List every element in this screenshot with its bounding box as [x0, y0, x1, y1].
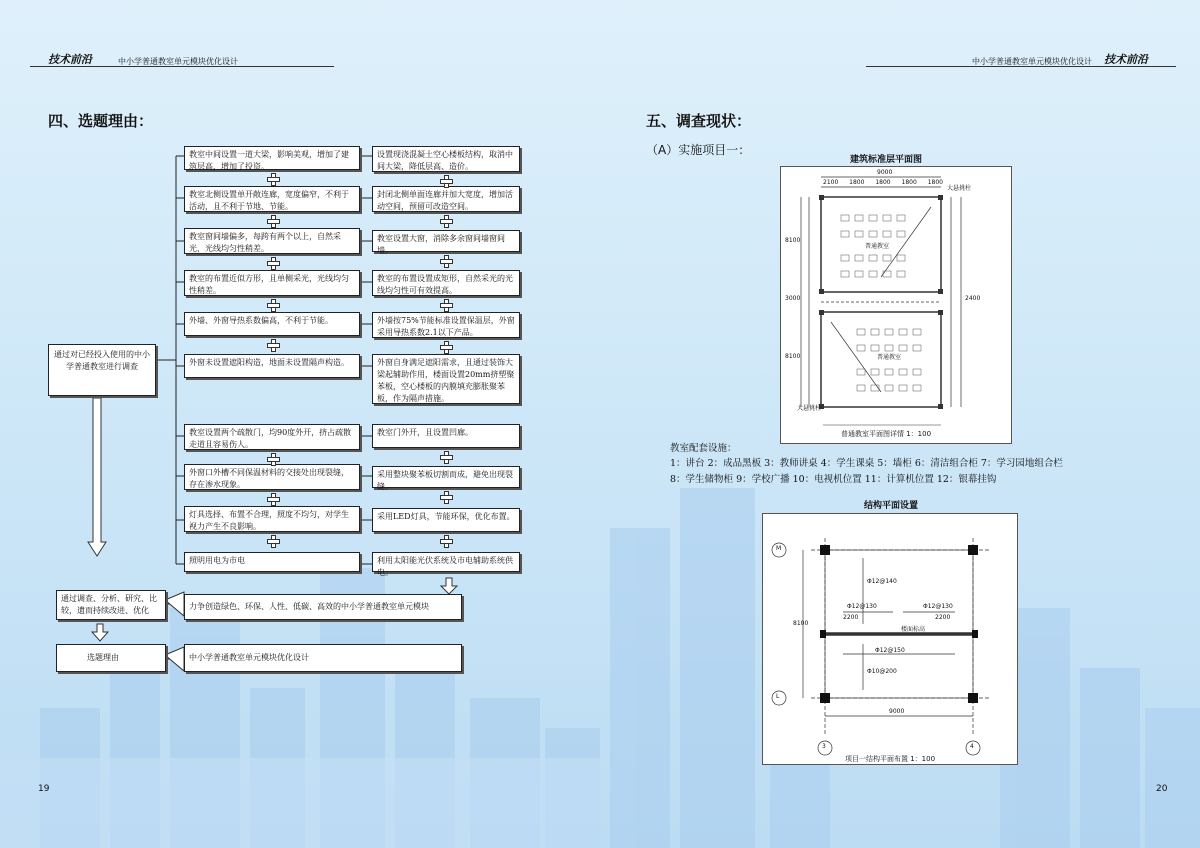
plus-icon — [267, 257, 279, 269]
axis-label-bottom: L — [776, 693, 780, 700]
plus-icon — [440, 299, 452, 311]
sub-dim: 1800 — [927, 179, 943, 186]
side-label-top: 大悬挑柱 — [947, 185, 972, 192]
plus-icon — [267, 215, 279, 227]
summary-right-box: 力争创造绿色、环保、人性、低碳、高效的中小学普通教室单元模块 — [184, 594, 462, 620]
problem-box: 教室设置两个疏散门，均90度外开，挤占疏散走道且容易伤人。 — [184, 424, 360, 450]
solution-box: 外墙按75%节能标准设置保温层，外窗采用导热系数2.1以下产品。 — [372, 312, 520, 338]
room-label-top: 普通教室 — [865, 243, 890, 250]
right-page — [600, 0, 1200, 848]
solution-box: 外窗自身满足遮阳需求，且通过装饰大梁起辅助作用，楼面设置20mm挤塑聚苯板，空心楼板的内膜填充膨胀聚苯板，作为隔声措施。 — [372, 354, 520, 404]
plus-icon — [267, 493, 279, 505]
problem-box: 照明用电为市电 — [184, 552, 360, 572]
floor-plan-figure — [780, 166, 1012, 444]
plus-icon — [267, 535, 279, 547]
plus-icon — [267, 299, 279, 311]
plus-icon — [440, 175, 452, 187]
rebar-label-4: Φ10@200 — [867, 668, 897, 675]
rebar-label-1b: Φ12@130 — [923, 603, 953, 610]
section-title-5: 五、调查现状： — [646, 112, 752, 130]
problem-box: 外窗未设置遮阳构造，地面未设置隔声构造。 — [184, 354, 360, 378]
plus-icon — [440, 491, 452, 503]
subsection-title: （A）实施项目一： — [646, 143, 751, 157]
depth-dim: 8100 — [793, 620, 809, 627]
solution-box: 利用太阳能光伏系统及市电辅助系统供电。 — [372, 552, 520, 572]
header-title-right: 中小学普通教室单元模块优化设计 — [972, 57, 1092, 66]
beam-label: 楼面标高 — [901, 626, 926, 633]
solution-box: 教室门外开，且设置凹廊。 — [372, 424, 520, 448]
side-dim: 8100 — [785, 237, 801, 244]
room-label-bottom: 普通教室 — [877, 354, 902, 361]
floor-plan-title: 建筑标准层平面图 — [850, 155, 923, 165]
page-number-left: 19 — [38, 784, 50, 794]
span-dim: 9000 — [889, 708, 905, 715]
structure-plan-figure — [762, 513, 1018, 765]
axis-label-top: M — [776, 545, 782, 552]
solution-box: 设置现浇混凝土空心楼板结构，取消中间大梁，降低层高、造价。 — [372, 146, 520, 172]
sub-dim: 1800 — [901, 179, 917, 186]
solution-box: 采用整块聚苯板切割而成，避免出现裂缝。 — [372, 466, 520, 488]
structure-plan-title: 结构平面设置 — [864, 501, 919, 511]
page-number-right: 20 — [1156, 784, 1168, 794]
plus-icon — [267, 173, 279, 185]
equipment-title: 教室配套设施： — [670, 443, 737, 454]
header-logo-right: 技术前沿 — [1104, 53, 1148, 66]
sub-dim-right: 2200 — [935, 614, 951, 621]
rebar-label-2: Φ12@140 — [867, 578, 897, 585]
plus-icon — [440, 535, 452, 547]
sub-dim: 2100 — [823, 179, 839, 186]
problem-box: 外墙、外窗导热系数偏高，不利于节能。 — [184, 312, 360, 336]
problem-box: 教室中间设置一道大梁，影响美观，增加了建筑层高，增加了投资。 — [184, 146, 360, 170]
axis-label-left: 3 — [822, 743, 826, 750]
problem-box: 外窗口外槽不同保温材料的交接处出现裂缝，存在渗水现象。 — [184, 464, 360, 490]
header-title: 中小学普通教室单元模块优化设计 — [118, 57, 238, 66]
problem-box: 教室的布置近似方形，且单侧采光，光线均匀性稍差。 — [184, 270, 360, 296]
plus-icon — [267, 453, 279, 465]
floor-plan-sub-dims — [823, 179, 943, 186]
problem-box: 灯具选择、布置不合理，照度不均匀，对学生视力产生不良影响。 — [184, 506, 360, 532]
sub-dim: 1800 — [849, 179, 865, 186]
plus-icon — [440, 255, 452, 267]
plus-icon — [440, 341, 452, 353]
side-dim: 2400 — [965, 295, 981, 302]
rebar-label-1: Φ12@130 — [847, 603, 877, 610]
solution-box: 教室的布置设置成矩形，自然采光的光线均匀性可有效提高。 — [372, 270, 520, 296]
side-label-bottom: 大悬挑柱 — [797, 405, 822, 412]
sub-dim-left: 2200 — [843, 614, 859, 621]
section-title-4: 四、选题理由： — [48, 112, 154, 130]
problem-box: 教室北侧设置单开敞连廊，宽度偏窄，不利于活动，且不利于节地、节能。 — [184, 186, 360, 212]
header-logo: 技术前沿 — [48, 53, 92, 66]
structure-plan-caption: 项目一结构平面布置 1：100 — [845, 755, 936, 763]
problem-box: 教室窗间墙偏多，每跨有两个以上，自然采光，光线均匀性稍差。 — [184, 228, 360, 254]
solution-box: 教室设置大窗，消除多余窗间墙窗间墙。 — [372, 230, 520, 252]
sub-dim: 1800 — [875, 179, 891, 186]
floor-plan-caption: 普通教室平面图详情 1：100 — [841, 430, 932, 438]
topic-right-box: 中小学普通教室单元模块优化设计 — [184, 644, 462, 672]
side-dim: 8100 — [785, 353, 801, 360]
rebar-label-3: Φ12@150 — [875, 647, 905, 654]
solution-box: 封闭北侧单面连廊并加大宽度，增加活动空间，预留可改造空间。 — [372, 186, 520, 212]
plus-icon — [440, 215, 452, 227]
side-dim: 3000 — [785, 295, 801, 302]
floor-plan-top-dim: 9000 — [877, 169, 893, 176]
axis-label-right: 4 — [970, 743, 974, 750]
solution-box: 采用LED灯具，节能环保，优化布置。 — [372, 508, 520, 532]
equipment-line-2: 8：学生储物柜 9：学校广播 10：电视机位置 11：计算机位置 12：银幕挂钩 — [670, 474, 997, 485]
origin-box: 通过对已经投入使用的中小学普通教室进行调查 — [48, 344, 156, 396]
plus-icon — [440, 451, 452, 463]
topic-left-box: 选题理由 — [56, 644, 166, 672]
equipment-line-1: 1：讲台 2：成品黑板 3：教师讲桌 4：学生课桌 5：墙柜 6：清洁组合柜 7：学习园地组合栏 — [670, 458, 1063, 469]
summary-left-box: 通过调查、分析、研究、比较，遗而持续改进、优化 — [56, 590, 166, 620]
plus-icon — [267, 339, 279, 351]
